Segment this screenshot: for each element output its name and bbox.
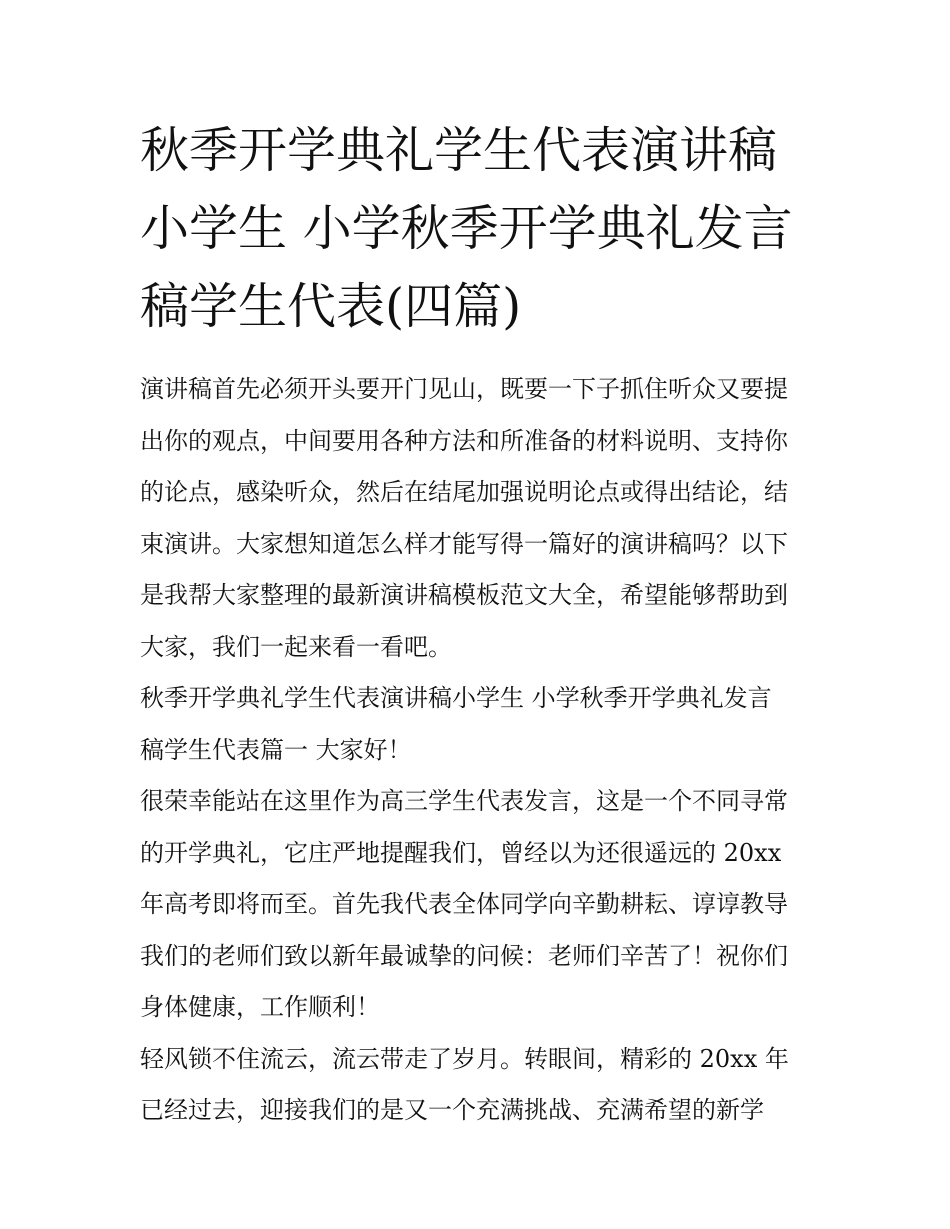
text-line: 的论点，感染听众，然后在结尾加强说明论点或得出结论，结 [140, 478, 788, 506]
document-page [140, 112, 816, 1137]
text-line: 我们的老师们致以新年最诚挚的问候：老师们辛苦了！祝你们 [140, 941, 788, 970]
speech-paragraph [140, 776, 816, 1034]
document-body [140, 364, 816, 1137]
text-line: 身体健康，工作顺利！ [140, 993, 380, 1021]
title-line: 秋季开学典礼学生代表演讲稿 [140, 122, 778, 179]
title-line: 小学生 小学秋季开学典礼发言 [140, 200, 793, 257]
document-title [140, 112, 816, 346]
text-line: 的开学典礼，它庄严地提醒我们，曾经以为还很遥远的 20xx [140, 838, 782, 867]
text-line: 轻风锁不住流云，流云带走了岁月。转眼间，精彩的 20xx 年 [140, 1044, 789, 1073]
text-line: 已经过去，迎接我们的是又一个充满挑战、充满希望的新学 [140, 1096, 764, 1124]
speech-paragraph [140, 1034, 816, 1137]
text-line: 稿学生代表篇一 大家好！ [140, 735, 412, 764]
text-line: 出你的观点，中间要用各种方法和所准备的材料说明、支持你 [140, 426, 788, 455]
text-line: 年高考即将而至。首先我代表全体同学向辛勤耕耘、谆谆教导 [140, 890, 788, 918]
section-heading-paragraph [140, 673, 816, 776]
text-line: 大家，我们一起来看一看吧。 [140, 632, 452, 661]
text-line: 是我帮大家整理的最新演讲稿模板范文大全，希望能够帮助到 [140, 581, 788, 609]
intro-paragraph [140, 364, 816, 673]
text-line: 秋季开学典礼学生代表演讲稿小学生 小学秋季开学典礼发言 [140, 684, 772, 712]
title-line: 稿学生代表(四篇) [140, 278, 522, 335]
text-line: 演讲稿首先必须开头要开门见山，既要一下子抓住听众又要提 [140, 375, 788, 403]
text-line: 束演讲。大家想知道怎么样才能写得一篇好的演讲稿吗？以下 [140, 529, 788, 558]
text-line: 很荣幸能站在这里作为高三学生代表发言，这是一个不同寻常 [140, 787, 788, 815]
